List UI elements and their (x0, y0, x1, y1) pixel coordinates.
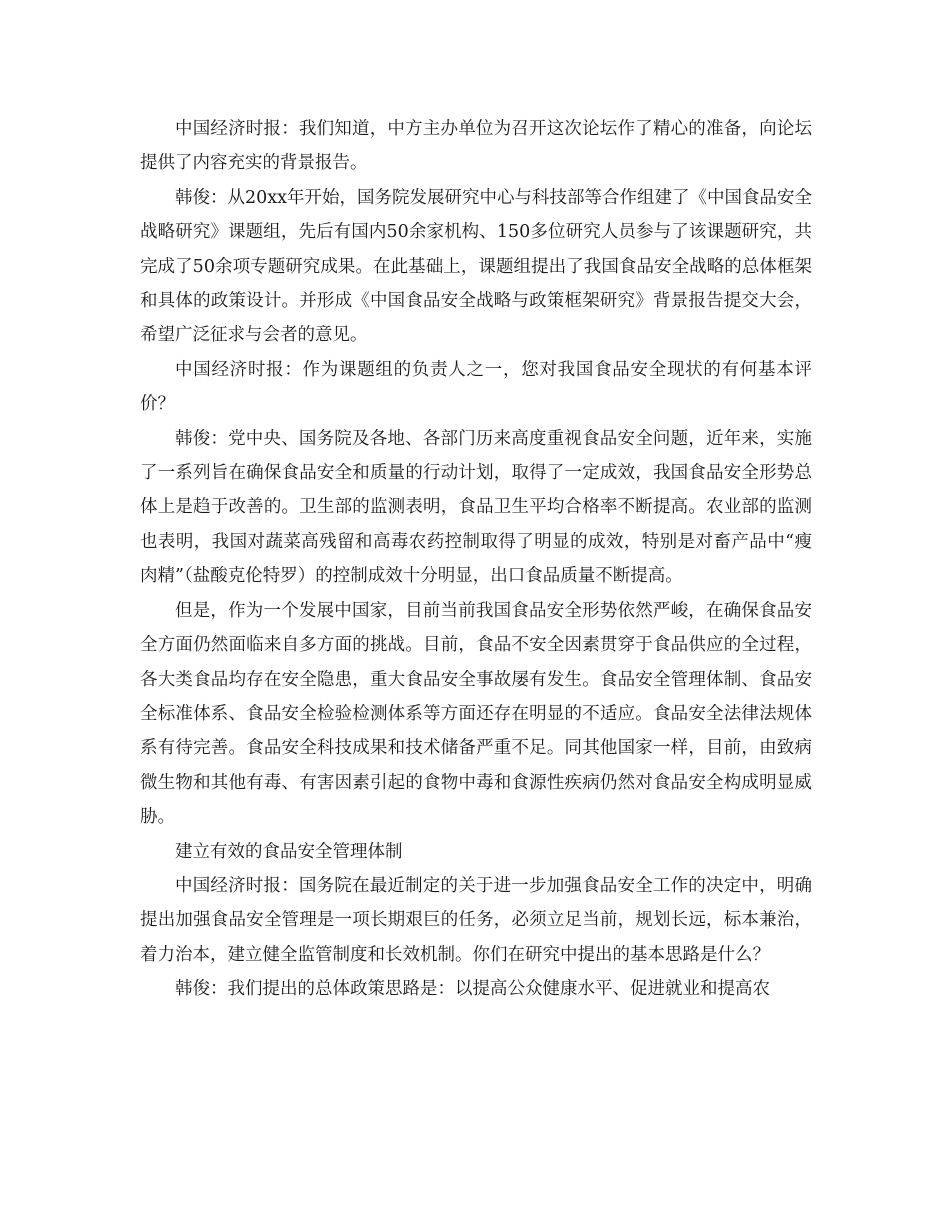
paragraph-answer-1: 韩俊：从20xx年开始，国务院发展研究中心与科技部等合作组建了《中国食品安全战略研究》课题组，先后有国内50余家机构、150多位研究人员参与了该课题研究，共完成了50余项专题研究成果。在此基础上，课题组提出了我国食品安全战略的总体框架和具体的政策设计。并形成《中国食品安全战略与政策框架研究》背景报告提交大会，希望广泛征求与会者的意见。 (140, 187, 813, 346)
document-body (140, 112, 812, 1007)
paragraph-question-3: 中国经济时报：国务院在最近制定的关于进一步加强食品安全工作的决定中，明确提出加强食品安全管理是一项长期艰巨的任务，必须立足当前，规划长远，标本兼治，着力治本，建立健全监管制度和长效机制。你们在研究中提出的基本思路是什么？ (140, 875, 812, 965)
paragraph-answer-3: 韩俊：我们提出的总体政策思路是：以提高公众健康水平、促进就业和提高农 (175, 979, 770, 1000)
paragraph-question-1: 中国经济时报：我们知道，中方主办单位为召开这次论坛作了精心的准备，向论坛提供了内容充实的背景报告。 (140, 119, 812, 174)
paragraph-answer-2-continued: 但是，作为一个发展中国家，目前当前我国食品安全形势依然严峻，在确保食品安全方面仍然面临来自多方面的挑战。目前，食品不安全因素贯穿于食品供应的全过程，各大类食品均存在安全隐患，重大食品安全事故屡有发生。食品安全管理体制、食品安全标准体系、食品安全检验检测体系等方面还存在明显的不适应。食品安全法律法规体系有待完善。食品安全科技成果和技术储备严重不足。同其他国家一样，目前，由致病微生物和其他有毒、有害因素引起的食物中毒和食源性疾病仍然对食品安全构成明显威胁。 (140, 600, 812, 828)
paragraph-question-2: 中国经济时报：作为课题组的负责人之一，您对我国食品安全现状的有何基本评价？ (140, 359, 812, 415)
paragraph-answer-2: 韩俊：党中央、国务院及各地、各部门历来高度重视食品安全问题，近年来，实施了一系列旨在确保食品安全和质量的行动计划，取得了一定成效，我国食品安全形势总体上是趋于改善的。卫生部的监测表明，食品卫生平均合格率不断提高。农业部的监测也表明，我国对蔬菜高残留和高毒农药控制取得了明显的成效，特别是对畜产品中“瘦肉精”（盐酸克伦特罗）的控制成效十分明显，出口食品质量不断提高。 (140, 428, 812, 587)
section-heading: 建立有效的食品安全管理体制 (175, 841, 403, 862)
